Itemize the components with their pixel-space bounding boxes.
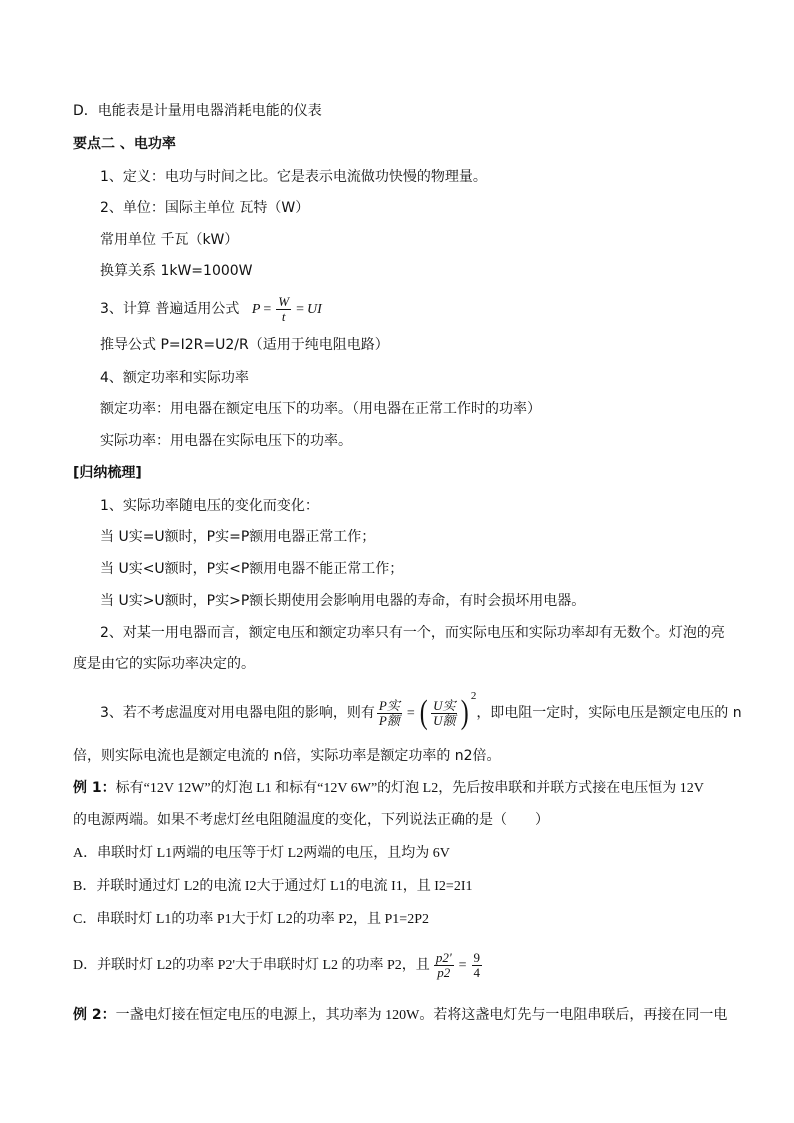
rated-def-line: 额定功率：用电器在额定电压下的功率。（用电器在正常工作时的功率） [100, 401, 541, 417]
summary-title: [归纳梳理] [73, 465, 142, 481]
derived-formula-line: 推导公式 P=I2R=U2/R（适用于纯电阻电路） [100, 337, 389, 353]
right-paren: ) [461, 694, 470, 731]
d-ratio-num: 9 [473, 950, 480, 966]
summary-3-suffix: ，即电阻一定时，实际电压是额定电压的 n [476, 705, 742, 721]
equals-sign-4: = [458, 958, 467, 973]
definition-line: 1、定义：电功与时间之比。它是表示电流做功快慢的物理量。 [100, 169, 487, 185]
d-ratio-den: 4 [473, 965, 480, 981]
actual-def-line: 实际功率：用电器在实际电压下的功率。 [100, 433, 352, 449]
calc-prefix: 3、计算 普遍适用公式 [100, 301, 240, 317]
frac-num: W [278, 293, 290, 309]
option-c: C．串联时灯 L1的功率 P1大于灯 L2的功率 P2，且 P1=2P2 [73, 912, 429, 927]
example-2-text: 一盏电灯接在恒定电压的电源上，其功率为 120W。若将这盏电灯先与一电阻串联后，再接在同一电 [115, 1008, 728, 1023]
example-1-line-b: 的电源两端。如果不考虑灯丝电阻随温度的变化，下列说法正确的是（ ） [73, 813, 549, 828]
unit-line: 2、单位：国际主单位 瓦特（W） [100, 200, 310, 216]
option-d2-prefix: D．并联时灯 L2的功率 P2'大于串联时灯 L2 的功率 P2，且 [73, 958, 430, 973]
summary-1a: 当 U实=U额时，P实=P额用电器正常工作； [100, 529, 376, 545]
option-a: A．串联时灯 L1两端的电压等于灯 L2两端的电压，且均为 6V [73, 846, 450, 861]
rated-actual-line: 4、额定功率和实际功率 [100, 370, 249, 386]
option-d2 [73, 948, 484, 984]
summary-1b: 当 U实<U额时，P实<P额用电器不能正常工作； [100, 561, 404, 577]
exponent: 2 [470, 690, 477, 702]
example-2-label: 例 2： [73, 1007, 116, 1023]
d-frac-num: p2' [435, 950, 452, 966]
ratio-num: P实 [378, 697, 400, 713]
d-ratio-fraction [472, 951, 483, 980]
conversion-line: 换算关系 1kW=1000W [100, 263, 253, 279]
d-power-fraction [434, 951, 454, 980]
voltage-ratio-fraction [431, 699, 457, 728]
equals-sign-3: = [406, 706, 415, 721]
ui-symbol: UI [307, 302, 322, 317]
ratio-den: P额 [378, 712, 400, 728]
summary-3b: 倍，则实际电流也是额定电流的 n倍，实际功率是额定功率的 n2倍。 [73, 748, 501, 764]
w-over-t-fraction [276, 295, 291, 324]
summary-3 [100, 688, 742, 738]
summary-1: 1、实际功率随电压的变化而变化： [100, 498, 319, 514]
common-unit-line: 常用单位 千瓦（kW） [100, 232, 239, 248]
equals-sign-2: = [296, 302, 305, 317]
example-1-line-a [73, 778, 704, 799]
left-paren: ( [419, 694, 428, 731]
example-1-text-a: 标有“12V 12W”的灯泡 L1 和标有“12V 6W”的灯泡 L2，先后按串联和并联方式接在电压恒为 12V [115, 781, 704, 796]
calc-line [100, 290, 322, 328]
power-symbol: P [251, 302, 261, 317]
example-2-line [73, 1005, 727, 1026]
frac-den: t [281, 308, 286, 324]
equals-sign: = [263, 302, 272, 317]
option-b: B．并联时通过灯 L2的电流 I2大于通过灯 L1的电流 I1，且 I2=2I1 [73, 879, 473, 894]
example-1-label: 例 1： [73, 780, 116, 796]
vratio-num: U实 [433, 697, 456, 713]
vratio-den: U额 [433, 712, 456, 728]
summary-2b: 度是由它的实际功率决定的。 [73, 656, 255, 672]
section-title: 要点二 、电功率 [73, 136, 176, 152]
d-frac-den: p2 [437, 965, 451, 981]
summary-3-prefix: 3、若不考虑温度对用电器电阻的影响，则有 [100, 705, 375, 721]
power-ratio-fraction [377, 699, 402, 728]
option-d: D．电能表是计量用电器消耗电能的仪表 [73, 103, 322, 119]
summary-1c: 当 U实>U额时，P实>P额长期使用会影响用电器的寿命，有时会损坏用电器。 [100, 593, 586, 609]
summary-2a: 2、对某一用电器而言，额定电压和额定功率只有一个，而实际电压和实际功率却有无数个。灯泡的亮 [100, 625, 725, 641]
